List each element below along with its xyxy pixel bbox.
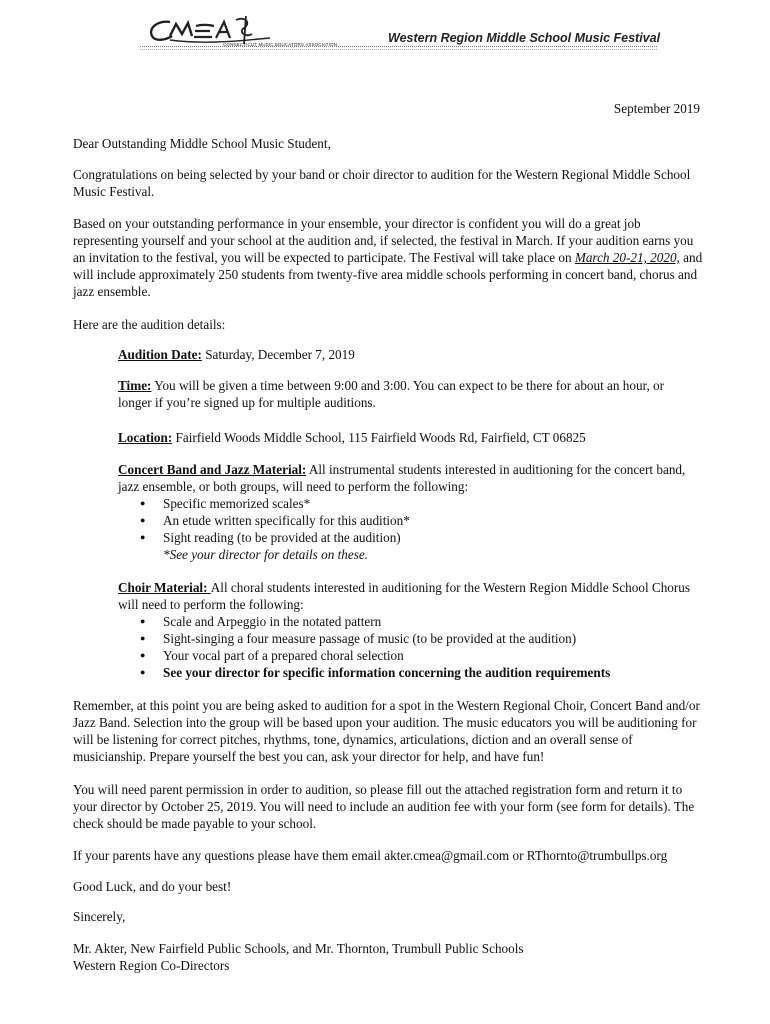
- list-item: ● Sight reading (to be provided at the audition): [118, 529, 698, 546]
- concert-note: *See your director for details on these.: [163, 547, 368, 562]
- header-rule-secondary: [140, 49, 657, 50]
- choir-list: [118, 613, 698, 681]
- choir-section: [118, 579, 698, 681]
- salutation: Dear Outstanding Middle School Music Student,: [73, 136, 331, 151]
- closing: Sincerely,: [73, 909, 126, 924]
- letter-date: September 2019: [613, 101, 700, 116]
- list-item: ● Scale and Arpeggio in the notated pattern: [118, 613, 698, 630]
- permission-paragraph: You will need parent permission in order to audition, so please fill out the attached registration form and return it to your director by October 25, 2019. You will need to include an audition fee with your form (see form for details). The check should be made payable to your school.: [73, 782, 695, 831]
- list-item: ● Your vocal part of a prepared choral selection: [118, 647, 698, 664]
- time-label: Time:: [118, 378, 152, 393]
- festival-dates: March 20-21, 2020,: [574, 250, 680, 265]
- audition-time: [118, 377, 698, 411]
- audition-location: [118, 429, 698, 446]
- location-label: Location:: [118, 430, 173, 445]
- audition-date-value: Saturday, December 7, 2019: [201, 347, 355, 362]
- details-intro: Here are the audition details:: [73, 317, 226, 332]
- intro-paragraph: Congratulations on being selected by your band or choir director to audition for the Western Regional Middle School Music Festival.: [73, 167, 691, 199]
- audition-date: [118, 346, 698, 363]
- questions-paragraph: If your parents have any questions please have them email akter.cmea@gmail.com or RThornto@trumbullps.org: [73, 848, 668, 863]
- concert-list: [118, 495, 698, 546]
- list-item: ● Sight-singing a four measure passage of music (to be provided at the audition): [118, 630, 698, 647]
- performance-text-after: and will include approximately 250 students from twenty-five area middle schools performing in concert band, chorus and jazz ensemble.: [73, 250, 703, 299]
- time-value: You will be given a time between 9:00 and 3:00. You can expect to be there for about an hour, or longer if you’re signed up for multiple auditions.: [118, 378, 665, 410]
- performance-text-before: Based on your outstanding performance in your ensemble, your director is confident you will do a great job representing yourself and your school at the audition and, if selected, the festival in March. If your audition earns you an invitation to the festival, you will be expected to participate. The Festival will take place on: [73, 216, 694, 265]
- location-value: Fairfield Woods Middle School, 115 Fairfield Woods Rd, Fairfield, CT 06825: [172, 430, 586, 445]
- festival-title: Western Region Middle School Music Festival: [388, 31, 661, 45]
- remember-paragraph: Remember, at this point you are being asked to audition for a spot in the Western Regional Choir, Concert Band and/or Jazz Band. Selection into the group will be based upon your audition. The music educators you will be auditioning for will be listening for correct pitches, rhythms, tone, dynamics, articulations, diction and an overall sense of musicianship. Prepare yourself the best you can, ask your director for help, and have fun!: [73, 698, 700, 764]
- logo-subtitle: CONNECTICUT MUSIC EDUCATORS ASSOCIATION: [223, 42, 338, 47]
- choir-label: Choir Material:: [118, 580, 211, 595]
- list-item: ● See your director for specific information concerning the audition requirements: [118, 664, 698, 681]
- signer-title: Western Region Co-Directors: [73, 958, 230, 973]
- concert-section: [118, 461, 698, 563]
- good-luck: Good Luck, and do your best!: [73, 879, 232, 894]
- audition-date-label: Audition Date:: [118, 347, 202, 362]
- signers: Mr. Akter, New Fairfield Public Schools, and Mr. Thornton, Trumbull Public Schools: [73, 941, 524, 956]
- list-item: ● Specific memorized scales*: [118, 495, 698, 512]
- header-rule: [140, 46, 657, 47]
- choir-text: All choral students interested in auditioning for the Western Region Middle School Chorus will need to perform the following:: [118, 580, 691, 612]
- performance-paragraph: [73, 215, 703, 300]
- concert-text: All instrumental students interested in auditioning for the concert band, jazz ensemble, or both groups, will need to perform the following:: [118, 462, 686, 494]
- list-item: ● An etude written specifically for this audition*: [118, 512, 698, 529]
- concert-label: Concert Band and Jazz Material:: [118, 462, 307, 477]
